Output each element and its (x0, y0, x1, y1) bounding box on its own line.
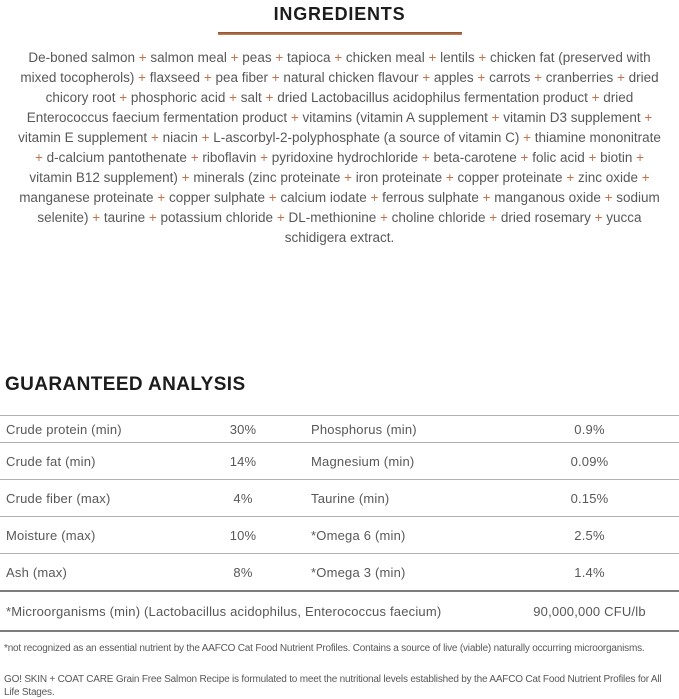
plus-separator: + (230, 50, 239, 65)
plus-separator: + (380, 210, 388, 225)
plus-separator: + (276, 210, 285, 225)
nutrient-label: Crude protein (min) (6, 421, 122, 437)
table-row (0, 554, 679, 592)
plus-separator: + (138, 50, 147, 65)
table-row (0, 443, 679, 480)
nutrient-label: Crude fat (min) (6, 453, 96, 469)
plus-separator: + (594, 210, 603, 225)
plus-separator: + (344, 170, 353, 185)
plus-separator: + (588, 150, 597, 165)
plus-separator: + (229, 90, 238, 105)
plus-separator: + (190, 150, 199, 165)
plus-separator: + (445, 170, 454, 185)
nutrient-value: 30% (229, 421, 257, 437)
plus-separator: + (617, 70, 625, 85)
plus-separator: + (566, 170, 575, 185)
plus-separator: + (265, 90, 274, 105)
plus-separator: + (520, 150, 529, 165)
plus-separator: + (491, 110, 500, 125)
plus-separator: + (148, 210, 157, 225)
nutrient-label: Magnesium (min) (311, 453, 415, 469)
nutrient-value: 14% (229, 453, 257, 469)
plus-separator: + (641, 170, 650, 185)
nutrient-value: 4% (233, 490, 253, 506)
table-row-microorganisms (0, 592, 679, 632)
table-row (0, 517, 679, 554)
plus-separator: + (271, 70, 280, 85)
nutrient-value: 90,000,000 CFU/lb (533, 603, 646, 619)
plus-separator: + (203, 70, 212, 85)
plus-separator: + (489, 210, 498, 225)
aafco-footnote: *not recognized as an essential nutrient by the AAFCO Cat Food Nutrient Profiles. Contains a source of live (viable) naturally occurring microorganisms. (4, 643, 645, 654)
plus-separator: + (591, 90, 600, 105)
plus-separator: + (421, 150, 430, 165)
nutrient-label: Taurine (min) (311, 490, 390, 506)
ingredients-title-underline (218, 32, 462, 35)
guaranteed-analysis-title: GUARANTEED ANALYSIS (5, 374, 246, 395)
nutrient-value: 0.09% (570, 453, 609, 469)
plus-separator: + (370, 190, 379, 205)
nutrient-label: Crude fiber (max) (6, 490, 111, 506)
plus-separator: + (290, 110, 299, 125)
nutrient-label: Ash (max) (6, 564, 68, 580)
plus-separator: + (150, 130, 159, 145)
nutrient-value: 0.15% (570, 490, 609, 506)
nutrient-label: Phosphorus (min) (311, 421, 417, 437)
plus-separator: + (275, 50, 284, 65)
plus-separator: + (604, 190, 613, 205)
nutrient-value: 0.9% (574, 421, 605, 437)
plus-separator: + (92, 210, 101, 225)
plus-separator: + (138, 70, 147, 85)
guaranteed-analysis-table (0, 415, 679, 632)
plus-separator: + (478, 50, 487, 65)
plus-separator: + (477, 70, 486, 85)
nutrient-value: 1.4% (574, 564, 605, 580)
plus-separator: + (482, 190, 491, 205)
nutrient-label: *Microorganisms (min) (Lactobacillus acidophilus, Enterococcus faecium) (6, 603, 442, 619)
plus-separator: + (422, 70, 431, 85)
plus-separator: + (636, 150, 645, 165)
plus-separator: + (534, 70, 542, 85)
plus-separator: + (523, 130, 532, 145)
plus-separator: + (181, 170, 190, 185)
formulation-statement: GO! SKIN + COAT CARE Grain Free Salmon Recipe is formulated to meet the nutritional levels established by the AAFCO Cat Food Nutrient Profiles for All Life Stages. (4, 674, 662, 698)
plus-separator: + (268, 190, 277, 205)
nutrient-label: Moisture (max) (6, 527, 96, 543)
ingredients-title: INGREDIENTS (273, 4, 406, 24)
plus-separator: + (428, 50, 437, 65)
plus-separator: + (644, 110, 653, 125)
nutrient-value: 10% (229, 527, 257, 543)
plus-separator: + (34, 150, 43, 165)
plus-separator: + (119, 90, 128, 105)
plus-separator: + (201, 130, 210, 145)
table-row (0, 480, 679, 517)
plus-separator: + (157, 190, 166, 205)
ingredients-text: De-boned salmon + salmon meal + peas + tapioca + chicken meal + lentils + chicken fat (preserved with mixed tocopherols) + flaxseed + pea fiber + natural chicken flavour + apples + carrots + cranberries + dried chicory root + phosphoric acid + salt + dried Lactobacillus acidophilus fermentation product + dried Enterococcus faecium fermentation product + vitamins (vitamin A supplement + vitamin D3 supplement + vitamin E supplement + niacin + L-ascorbyl-2-polyphosphate (a source of vitamin C) + thiamine mononitrate + d-calcium pantothenate + riboflavin + pyridoxine hydrochloride + beta-carotene + folic acid + biotin + vitamin B12 supplement) + minerals (zinc proteinate + iron proteinate + copper proteinate + zinc oxide + manganese proteinate + copper sulphate + calcium iodate + ferrous sulphate + manganous oxide + sodium selenite) + taurine + potassium chloride + DL-methionine + choline chloride + dried rosemary + yucca schidigera extract. (18, 50, 661, 245)
nutrient-value: 2.5% (574, 527, 605, 543)
nutrient-value: 8% (233, 564, 253, 580)
nutrient-label: *Omega 3 (min) (311, 564, 406, 580)
table-row (0, 416, 679, 443)
plus-separator: + (260, 150, 268, 165)
plus-separator: + (334, 50, 343, 65)
nutrient-label: *Omega 6 (min) (311, 527, 406, 543)
